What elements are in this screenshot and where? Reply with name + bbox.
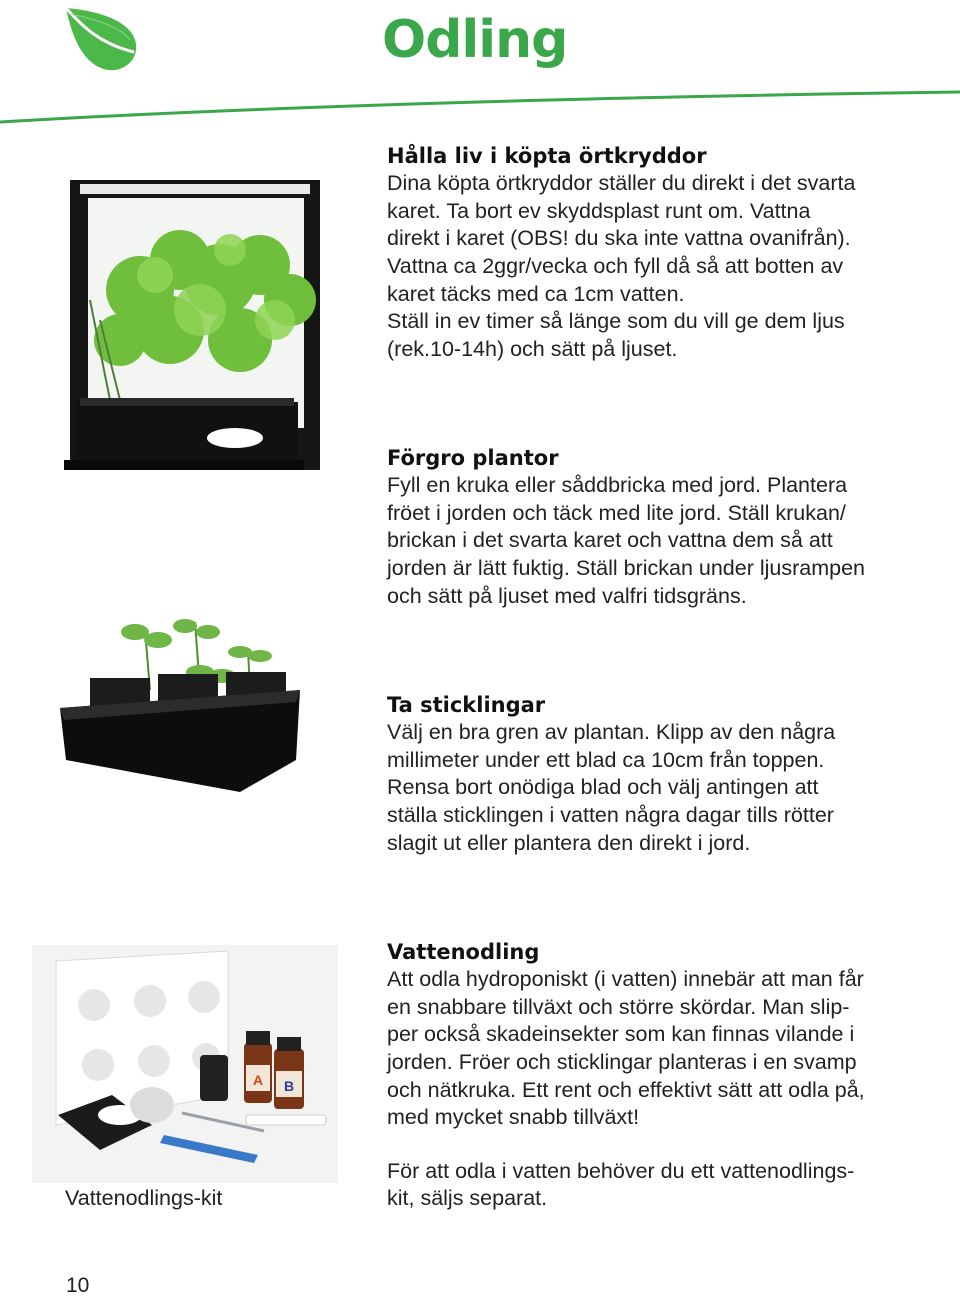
body-line: millimeter under ett blad ca 10cm från toppen.	[387, 747, 825, 772]
body-line: Välj en bra gren av plantan. Klipp av den några	[387, 720, 836, 745]
body-line: Dina köpta örtkryddor ställer du direkt i det svarta	[387, 171, 856, 196]
body-line: per också skadeinsekter som kan finnas vilande i	[387, 1022, 855, 1047]
section-pregrow	[387, 445, 927, 610]
header-rule	[0, 80, 960, 140]
body-line: fröet i jorden och täck med lite jord. Ställ krukan/	[387, 500, 846, 525]
body-line: och sätt på ljuset med valfri tidsgräns.	[387, 583, 747, 608]
body-line: Att odla hydroponiskt (i vatten) innebär att man får	[387, 967, 864, 992]
body-line: Fyll en kruka eller såddbricka med jord. Plantera	[387, 473, 848, 498]
body-line: Rensa bort onödiga blad och välj antingen att	[387, 775, 819, 800]
body-line: Vattna ca 2ggr/vecka och fyll då så att botten av	[387, 254, 844, 279]
leaf-icon	[60, 4, 142, 78]
body-line: jorden. Fröer och sticklingar planteras i en svamp	[387, 1050, 857, 1075]
section-heading: Förgro plantor	[387, 446, 559, 470]
image-caption: Vattenodlings-kit	[65, 1186, 223, 1210]
body-line: slagit ut eller plantera den direkt i jord.	[387, 830, 751, 855]
body-line: och nätkruka. Ett rent och effektivt sätt att odla på,	[387, 1077, 865, 1102]
section-heading: Hålla liv i köpta örtkryddor	[387, 144, 707, 168]
page-title: Odling	[382, 10, 568, 70]
page-number: 10	[66, 1274, 90, 1297]
body-line: brickan i det svarta karet och vattna dem så att	[387, 528, 833, 553]
body-line: direkt i karet (OBS! du ska inte vattna ovanifrån).	[387, 226, 851, 251]
body-line: Ställ in ev timer så länge som du vill ge dem ljus	[387, 309, 845, 334]
bottle-b-label: B	[283, 1078, 295, 1094]
seedling-tray-image	[60, 610, 305, 795]
bottle-a-label: A	[252, 1072, 264, 1088]
body-line: med mycket snabb tillväxt!	[387, 1105, 640, 1130]
section-herbs	[387, 143, 927, 363]
body-line: karet. Ta bort ev skyddsplast runt om. Vattna	[387, 198, 811, 223]
body-line: karet täcks med ca 1cm vatten.	[387, 281, 685, 306]
body-line: en snabbare tillväxt och större skördar. Man slip-	[387, 994, 850, 1019]
body-line: För att odla i vatten behöver du ett vattenodlings-	[387, 1158, 855, 1183]
section-hydroponics	[387, 939, 927, 1213]
body-line: (rek.10-14h) och sätt på ljuset.	[387, 336, 678, 361]
section-heading: Vattenodling	[387, 940, 540, 964]
hydroponics-kit-image	[32, 945, 338, 1183]
body-line: kit, säljs separat.	[387, 1186, 548, 1211]
section-heading: Ta sticklingar	[387, 693, 546, 717]
section-cuttings	[387, 692, 927, 857]
body-line: ställa sticklingen i vatten några dagar tills rötter	[387, 803, 834, 828]
herb-grow-frame-image	[60, 170, 325, 488]
body-line: jorden är lätt fuktig. Ställ brickan under ljusrampen	[387, 556, 866, 581]
